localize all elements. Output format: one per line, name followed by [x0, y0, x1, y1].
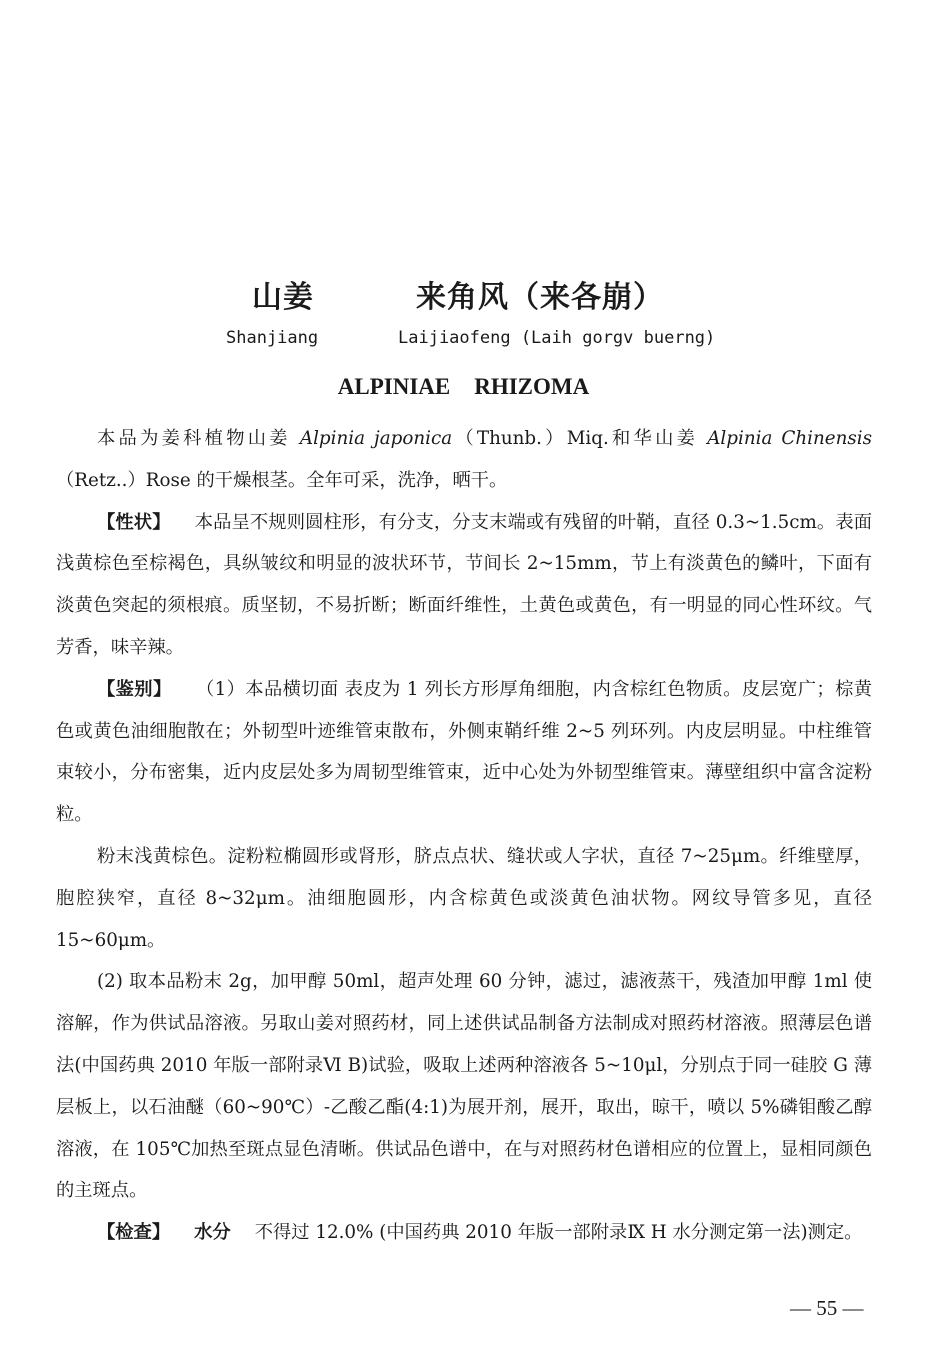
page-number: — 55 —	[790, 1296, 864, 1320]
pinyin-name: Shanjiang	[226, 328, 319, 348]
description-text: 本品呈不规则圆柱形，有分支，分支末端或有残留的叶鞘，直径 0.3~1.5cm。表面浅黄棕色至棕褐色，具纵皱纹和明显的波状环节，节间长 2~15mm，节上有淡黄色的鳞叶，下面有淡黄色突起的须根痕。质坚韧，不易折断；断面纤维性，土黄色或黄色，有一明显的同心性环纹。气芳香，味辛辣。	[56, 511, 872, 658]
title-row	[0, 272, 927, 316]
intro-paragraph	[56, 418, 872, 502]
zhuang-romanized-name: Laijiaofeng (Laih gorgv buerng)	[398, 328, 716, 348]
title-chinese-name: 山姜	[252, 280, 314, 315]
description-header: 【性状】	[97, 511, 171, 533]
description-section	[56, 502, 872, 669]
identification-microscopy: （1）本品横切面 表皮为 1 列长方形厚角细胞，内含棕红色物质。皮层宽广；棕黄色或黄色油细胞散在；外韧型叶迹维管束散布，外侧束鞘纤维 2~5 列环列。内皮层明显。中柱维管束较小，分布密集，近内皮层处多为周韧型维管束，近中心处为外韧型维管束。薄壁组织中富含淀粉粒。	[56, 678, 873, 826]
inspection-section	[56, 1212, 872, 1254]
identification-header: 【鉴别】	[97, 678, 172, 700]
identification-section	[56, 669, 872, 836]
latin-title-word-1: ALPINIAE	[337, 374, 451, 399]
tlc-paragraph: (2) 取本品粉末 2g，加甲醇 50ml，超声处理 60 分钟，滤过，滤液蒸干，残渣加甲醇 1ml 使溶解，作为供试品溶液。另取山姜对照药材，同上述供试品制备方法制成对照药材溶液。照薄层色谱法(中国药典 2010 年版一部附录Ⅵ B)试验，吸取上述两种溶液各 5~10μl，分别点于同一硅胶 G 薄层板上，以石油醚（60~90℃）-乙酸乙酯(4:1)为展开剂，展开，取出，晾干，喷以 5%磷钼酸乙醇溶液，在 105℃加热至斑点显色清晰。供试品色谱中，在与对照药材色谱相应的位置上，显相同颜色的主斑点。	[56, 971, 872, 1202]
intro-text-2: （Thunb.）Miq.和华山姜	[452, 428, 708, 449]
title-zhuang-name: 来角风（来各崩）	[416, 280, 664, 315]
intro-text-3: （Retz..）Rose 的干燥根茎。全年可采，洗净，晒干。	[56, 469, 508, 491]
romanized-names	[0, 328, 927, 352]
species-name-1: Alpinia japonica	[299, 428, 453, 449]
inspection-text: 不得过 12.0% (中国药典 2010 年版一部附录Ⅸ H 水分测定第一法)测定。	[254, 1222, 863, 1244]
powder-paragraph: 粉末浅黄棕色。淀粉粒椭圆形或肾形，脐点点状、缝状或人字状，直径 7~25μm。纤维壁厚，胞腔狭窄，直径 8~32μm。油细胞圆形，内含棕黄色或淡黄色油状物。网纹导管多见，直径 15~60μm。	[56, 845, 872, 951]
species-name-2: Alpinia Chinensis	[707, 428, 873, 449]
monograph-body	[56, 418, 872, 1254]
intro-text-1: 本品为姜科植物山姜	[97, 428, 300, 449]
inspection-header: 【检查】	[97, 1222, 171, 1244]
latin-title-word-2: RHIZOMA	[474, 374, 590, 399]
latin-title	[0, 374, 927, 400]
moisture-subheader: 水分	[194, 1222, 231, 1244]
